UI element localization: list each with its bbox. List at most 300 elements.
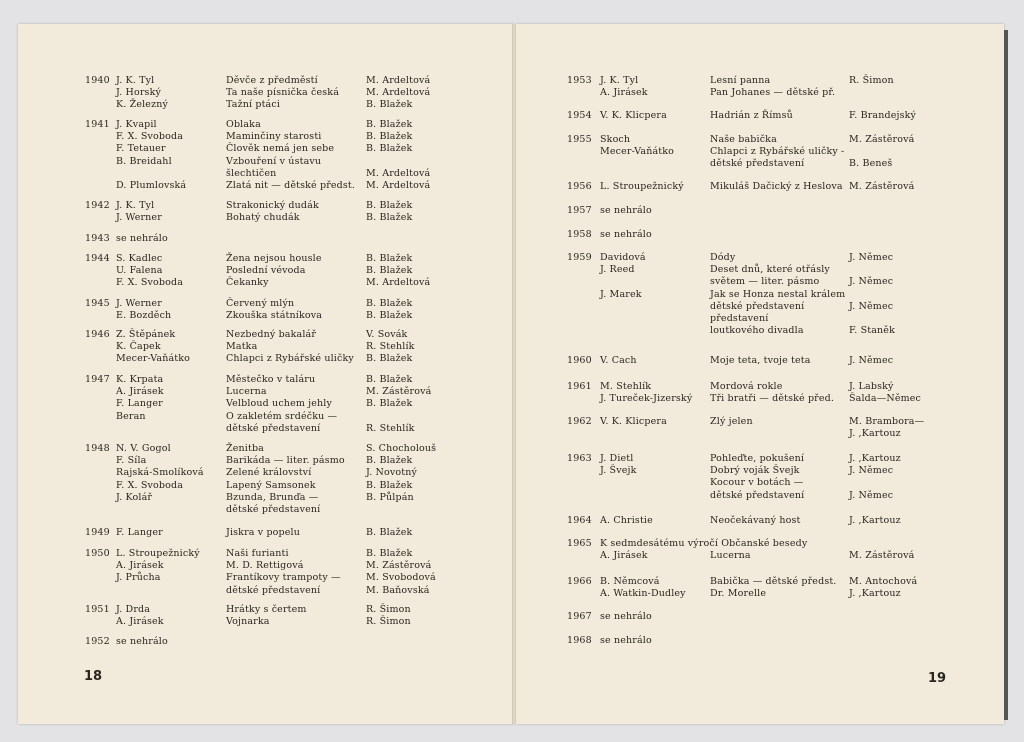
authors-line: se nehrálo (116, 233, 168, 244)
titles-line: Červený mlýn (226, 298, 295, 309)
directors-line: B. Blažek (366, 253, 413, 264)
titles-line: Lucerna (710, 550, 751, 562)
authors-line: B. Němcová (600, 576, 660, 587)
titles-line: Děvče z předměstí (226, 75, 318, 86)
authors-line: K sedmdesátému výročí Občanské besedy (600, 538, 808, 549)
directors-line: B. Beneš (849, 158, 893, 170)
directors-line: B. Blažek (366, 143, 413, 155)
titles-line: Maminčiny starosti (226, 131, 322, 143)
titles-line: Ženitba (226, 443, 264, 454)
titles-line: Zlý jelen (710, 416, 753, 427)
entry-titles (226, 329, 354, 366)
entry-authors (600, 205, 652, 217)
entry-year: 1946 (85, 329, 110, 340)
authors-line (116, 423, 164, 435)
directors-line (849, 264, 895, 276)
entry-directors (366, 253, 430, 290)
authors-line: Skoch (600, 134, 631, 145)
authors-line: A. Jirásek (116, 560, 164, 572)
titles-line: Vzbouření v ústavu (226, 155, 322, 167)
entry-authors (116, 119, 186, 192)
titles-line: Pohleďte, pokušení (710, 453, 805, 464)
titles-line: Naše babička (710, 134, 777, 145)
authors-line: J. K. Tyl (600, 75, 639, 86)
directors-line: B. Půlpán (366, 491, 414, 503)
entry-titles (226, 443, 345, 516)
authors-line: se nehrálo (116, 636, 168, 647)
entry-authors (116, 75, 168, 112)
directors-line: B. Blažek (366, 527, 413, 538)
authors-line: E. Bozděch (116, 310, 172, 322)
authors-line: V. Cach (600, 355, 637, 366)
entry-directors (849, 453, 901, 502)
titles-line: Matka (226, 341, 258, 353)
entry-authors (116, 298, 171, 322)
authors-line: D. Plumlovská (116, 180, 187, 192)
authors-line (600, 276, 646, 288)
titles-line: Babička — dětské předst. (710, 576, 837, 587)
authors-line: B. Breidahl (116, 155, 172, 167)
directors-line (366, 411, 431, 423)
authors-line: V. K. Klicpera (600, 416, 667, 427)
authors-line: M. Stehlík (600, 381, 652, 392)
directors-line: B. Blažek (366, 99, 413, 111)
directors-line: B. Blažek (366, 353, 413, 365)
titles-line: Jiskra v popelu (226, 527, 301, 538)
authors-line: A. Jirásek (600, 550, 648, 562)
directors-line: M. Ardeltová (366, 87, 431, 99)
entry-titles (710, 538, 751, 562)
entry-directors (366, 548, 436, 597)
entry-directors (366, 200, 412, 224)
directors-line: J. ,Kartouz (849, 515, 901, 526)
authors-line: A. Jirásek (116, 616, 164, 628)
authors-line: J. Kvapil (116, 119, 157, 130)
authors-line (600, 301, 646, 313)
entry-year: 1968 (567, 635, 592, 646)
directors-line: J. Novotný (366, 467, 418, 479)
authors-line: J. K. Tyl (116, 75, 155, 86)
entry-titles (710, 134, 844, 171)
entry-year: 1953 (567, 75, 592, 86)
titles-line: Zlatá nit — dětské předst. (226, 180, 356, 192)
authors-line: Davidová (600, 252, 646, 263)
directors-line: J. Němec (849, 252, 894, 263)
entry-titles (226, 75, 339, 112)
titles-line: Lapený Samsonek (226, 479, 316, 491)
titles-line: Bzunda, Brunďa — (226, 491, 319, 503)
authors-line: J. Horský (116, 87, 162, 99)
titles-line (710, 538, 751, 550)
directors-line: B. Blažek (366, 374, 413, 385)
left-page (18, 24, 514, 724)
titles-line: Ta naše písnička česká (226, 87, 340, 99)
titles-line: Zkouška státníkova (226, 310, 323, 322)
titles-line: Velbloud uchem jehly (226, 398, 333, 410)
titles-line: Naši furianti (226, 548, 289, 559)
authors-line (116, 585, 200, 597)
authors-line: Mecer-Vaňátko (116, 353, 191, 365)
authors-line (116, 168, 186, 180)
directors-line: V. Sovák (366, 329, 408, 340)
authors-line: J. Marek (600, 288, 642, 300)
entry-year: 1944 (85, 253, 110, 264)
titles-line: Lucerna (226, 386, 267, 398)
entry-year: 1955 (567, 134, 592, 145)
directors-line: B. Blažek (366, 200, 413, 211)
authors-line (600, 428, 667, 440)
authors-line: A. Jirásek (116, 386, 164, 398)
entry-authors (600, 110, 667, 122)
directors-line: B. Blažek (366, 310, 413, 322)
authors-line (600, 477, 637, 489)
entry-authors (600, 134, 674, 171)
right-page (516, 24, 1004, 724)
entry-directors (366, 604, 411, 628)
entry-year: 1943 (85, 233, 110, 244)
titles-line: Čekanky (226, 277, 269, 289)
entry-year: 1962 (567, 416, 592, 427)
directors-line: M. Baňovská (366, 584, 430, 596)
directors-line: J. Labský (849, 381, 894, 392)
authors-line: F. X. Svoboda (116, 277, 184, 289)
titles-line: Tři bratři — dětské před. (710, 393, 835, 405)
authors-line: A. Jirásek (600, 87, 648, 99)
titles-line: dětské představení (710, 158, 805, 170)
titles-line: dětské představení (226, 422, 321, 434)
entry-directors (849, 181, 914, 193)
entry-directors (366, 75, 430, 112)
entry-titles (710, 110, 793, 122)
directors-line: B. Blažek (366, 119, 413, 130)
titles-line: Barikáda — liter. pásmo (226, 455, 345, 467)
authors-line: J. Švejk (600, 465, 637, 477)
entry-year: 1952 (85, 636, 110, 647)
titles-line: Zelené království (226, 467, 312, 479)
entry-directors (366, 527, 412, 539)
directors-line: B. Blažek (366, 265, 413, 277)
directors-line: M. Zástěrová (849, 181, 915, 192)
directors-line: J. Němec (849, 276, 894, 288)
directors-line: B. Blažek (366, 548, 413, 559)
entry-directors (849, 355, 893, 367)
entry-titles (710, 252, 845, 337)
entry-year: 1958 (567, 229, 592, 240)
titles-line: dětské představení (226, 504, 321, 516)
directors-line (849, 313, 895, 325)
entry-authors (600, 515, 653, 527)
directors-line: B. Blažek (366, 212, 413, 224)
entry-year: 1960 (567, 355, 592, 366)
entry-year: 1956 (567, 181, 592, 192)
titles-line: Nezbedný bakalář (226, 329, 317, 340)
directors-line (366, 504, 436, 516)
authors-line: se nehrálo (600, 635, 652, 646)
authors-line: A. Christie (600, 515, 653, 526)
authors-line: J. Reed (600, 264, 635, 276)
entry-directors (849, 110, 916, 122)
entry-year: 1941 (85, 119, 110, 130)
authors-line: J. Drda (116, 604, 151, 615)
directors-line: R. Stehlík (366, 422, 415, 434)
directors-line: J. Němec (849, 489, 894, 501)
authors-line: F. Langer (116, 527, 163, 538)
entry-year: 1954 (567, 110, 592, 121)
titles-line: Kocour v botách — (710, 477, 804, 489)
directors-line: F. Brandejský (849, 110, 917, 121)
page-edge (1004, 30, 1008, 720)
titles-line: představení (710, 313, 769, 325)
entry-year: 1961 (567, 381, 592, 392)
entry-titles (710, 75, 835, 99)
entry-year: 1948 (85, 443, 110, 454)
authors-line (600, 158, 674, 170)
titles-line: světem — liter. pásmo (710, 276, 820, 288)
entry-year: 1942 (85, 200, 110, 211)
entry-authors (600, 576, 686, 600)
directors-line: M. Ardeltová (366, 277, 431, 289)
directors-line: R. Šimon (366, 616, 411, 628)
authors-line: F. Síla (116, 455, 147, 467)
directors-line (366, 156, 430, 168)
titles-line: Člověk nemá jen sebe (226, 143, 335, 155)
directors-line: M. Brambora— (849, 416, 925, 427)
authors-line: U. Falena (116, 265, 163, 277)
titles-line: šlechtičen (226, 167, 277, 179)
titles-line: Městečko v taláru (226, 374, 316, 385)
entry-authors (116, 604, 164, 628)
authors-line: J. Průcha (116, 572, 161, 584)
titles-line: Mordová rokle (710, 381, 783, 392)
entry-year: 1965 (567, 538, 592, 549)
entry-directors (849, 576, 917, 600)
directors-line: J. ,Kartouz (849, 453, 901, 464)
entry-authors (600, 181, 684, 193)
authors-line: K. Krpata (116, 374, 164, 385)
entry-authors (600, 229, 652, 241)
authors-line: K. Čapek (116, 341, 161, 353)
entry-titles (226, 548, 341, 597)
entry-titles (710, 181, 843, 193)
entry-titles (226, 200, 319, 224)
entry-titles (710, 515, 800, 527)
titles-line: Žena nejsou housle (226, 253, 322, 264)
entry-directors (366, 329, 415, 366)
directors-line: M. Zástěrová (849, 134, 915, 145)
titles-line: Neočekávaný host (710, 515, 801, 526)
entry-directors (366, 443, 436, 516)
titles-line: dětské představení (710, 489, 805, 501)
directors-line: M. Ardeltová (366, 167, 431, 179)
titles-line: Frantíkovy trampoty — (226, 572, 341, 584)
entry-titles (226, 253, 322, 290)
entry-authors (600, 611, 652, 623)
directors-line: B. Blažek (366, 298, 413, 309)
entry-year: 1947 (85, 374, 110, 385)
titles-line: Dr. Morelle (710, 588, 767, 600)
authors-line: Rajská-Smolíková (116, 467, 204, 479)
directors-line: S. Chocholouš (366, 443, 437, 454)
entry-year: 1967 (567, 611, 592, 622)
authors-line: Mecer-Vaňátko (600, 146, 675, 158)
titles-line: Moje teta, tvoje teta (710, 355, 811, 366)
titles-line: Chlapci z Rybářské uličky - (710, 146, 845, 158)
entry-titles (226, 119, 355, 192)
authors-line: se nehrálo (600, 229, 652, 240)
entry-titles (226, 374, 337, 435)
entry-titles (226, 527, 300, 539)
authors-line: F. X. Svoboda (116, 131, 184, 143)
authors-line: Z. Štěpánek (116, 329, 176, 340)
entry-year: 1945 (85, 298, 110, 309)
page-number: 19 (928, 671, 947, 686)
directors-line: R. Šimon (366, 604, 411, 615)
titles-line: Deset dnů, které otřásly (710, 264, 830, 276)
authors-line: J. Werner (116, 212, 162, 224)
entry-authors (116, 253, 183, 290)
entry-authors (600, 355, 637, 367)
authors-line: S. Kadlec (116, 253, 163, 264)
directors-line (849, 87, 894, 99)
entry-authors (600, 538, 807, 562)
entry-year: 1951 (85, 604, 110, 615)
titles-line: Tažní ptáci (226, 99, 281, 111)
titles-line: Strakonický dudák (226, 200, 319, 211)
entry-authors (116, 636, 168, 648)
titles-line: Bohatý chudák (226, 212, 300, 224)
entry-titles (710, 416, 753, 440)
directors-line (849, 146, 914, 158)
entry-authors (600, 453, 637, 502)
titles-line: Pan Johanes — dětské př. (710, 87, 836, 99)
authors-line: F. X. Svoboda (116, 479, 184, 491)
directors-line: M. Svobodová (366, 572, 436, 584)
titles-line: dětské představení (226, 584, 321, 596)
entry-directors (849, 252, 895, 337)
directors-line: R. Šimon (849, 75, 894, 86)
directors-line: J. ,Kartouz (849, 588, 901, 600)
directors-line (849, 289, 895, 301)
entry-authors (116, 233, 168, 245)
titles-line: Hrátky s čertem (226, 604, 307, 615)
directors-line: B. Blažek (366, 455, 413, 467)
titles-line (710, 428, 753, 440)
authors-line: J. Tureček-Jizerský (600, 393, 693, 405)
entry-authors (600, 381, 692, 405)
entry-directors (366, 119, 430, 192)
entry-authors (116, 527, 163, 539)
directors-line: B. Blažek (366, 398, 413, 410)
titles-line: Oblaka (226, 119, 261, 130)
titles-line: Lesní panna (710, 75, 771, 86)
entry-authors (116, 374, 164, 435)
entry-year: 1940 (85, 75, 110, 86)
entry-authors (600, 635, 652, 647)
titles-line: Chlapci z Rybářské uličky (226, 353, 354, 365)
entry-year: 1949 (85, 527, 110, 538)
authors-line: se nehrálo (600, 205, 652, 216)
entry-titles (226, 298, 322, 322)
titles-line: Jak se Honza nestal králem (710, 288, 846, 300)
entry-authors (116, 443, 204, 516)
entry-directors (366, 374, 431, 435)
directors-line: B. Blažek (366, 479, 413, 491)
entry-year: 1950 (85, 548, 110, 559)
titles-line: Dobrý voják Švejk (710, 465, 800, 477)
entry-directors (849, 538, 914, 562)
authors-line: J. Dietl (600, 453, 634, 464)
entry-year: 1966 (567, 576, 592, 587)
entry-directors (849, 75, 894, 99)
authors-line: F. Tetauer (116, 143, 166, 155)
entry-titles (226, 604, 307, 628)
directors-line: Šalda—Němec (849, 393, 921, 405)
titles-line: Mikuláš Dačický z Heslova (710, 181, 843, 192)
authors-line (600, 325, 646, 337)
directors-line: M. Ardeltová (366, 75, 431, 86)
authors-line: A. Watkin-Dudley (600, 588, 686, 600)
entry-titles (710, 381, 834, 405)
titles-line: O zakletém srdéčku — (226, 410, 338, 422)
entry-authors (116, 329, 190, 366)
directors-line: F. Staněk (849, 325, 895, 337)
entry-authors (116, 200, 162, 224)
authors-line: se nehrálo (600, 611, 652, 622)
directors-line: M. Zástěrová (849, 550, 915, 562)
entry-directors (849, 381, 921, 405)
page-number: 18 (84, 669, 103, 684)
directors-line: M. Zástěrová (366, 560, 432, 572)
directors-line: M. Zástěrová (366, 386, 432, 398)
directors-line: R. Stehlík (366, 341, 415, 353)
entry-year: 1959 (567, 252, 592, 263)
entry-authors (600, 252, 646, 337)
entry-directors (849, 134, 914, 171)
authors-line: K. Železný (116, 99, 169, 111)
entry-directors (849, 515, 901, 527)
directors-line: J. Němec (849, 465, 894, 477)
titles-line: loutkového divadla (710, 325, 804, 337)
authors-line (600, 490, 637, 502)
directors-line (849, 538, 914, 550)
titles-line: dětské představení (710, 300, 805, 312)
titles-line: Dódy (710, 252, 736, 263)
entry-directors (366, 298, 412, 322)
titles-line: Hadrián z Římsů (710, 110, 793, 121)
entry-titles (710, 453, 804, 502)
directors-line: B. Blažek (366, 131, 413, 143)
entry-titles (710, 355, 811, 367)
authors-line: F. Langer (116, 398, 163, 410)
titles-line: Vojnarka (226, 616, 270, 628)
entry-year: 1964 (567, 515, 592, 526)
authors-line: L. Stroupežnický (116, 548, 200, 559)
authors-line (116, 504, 204, 516)
directors-line: J. Němec (849, 355, 894, 366)
titles-line: Poslední vévoda (226, 265, 306, 277)
entry-titles (710, 576, 836, 600)
authors-line: Beran (116, 410, 146, 422)
entry-authors (116, 548, 200, 597)
directors-line: M. Antochová (849, 576, 918, 587)
entry-authors (600, 75, 648, 99)
authors-line: J. Werner (116, 298, 162, 309)
directors-line: M. Ardeltová (366, 180, 431, 192)
entry-authors (600, 416, 667, 440)
authors-line (600, 313, 646, 325)
entry-directors (849, 416, 924, 440)
authors-line: L. Stroupežnický (600, 181, 684, 192)
